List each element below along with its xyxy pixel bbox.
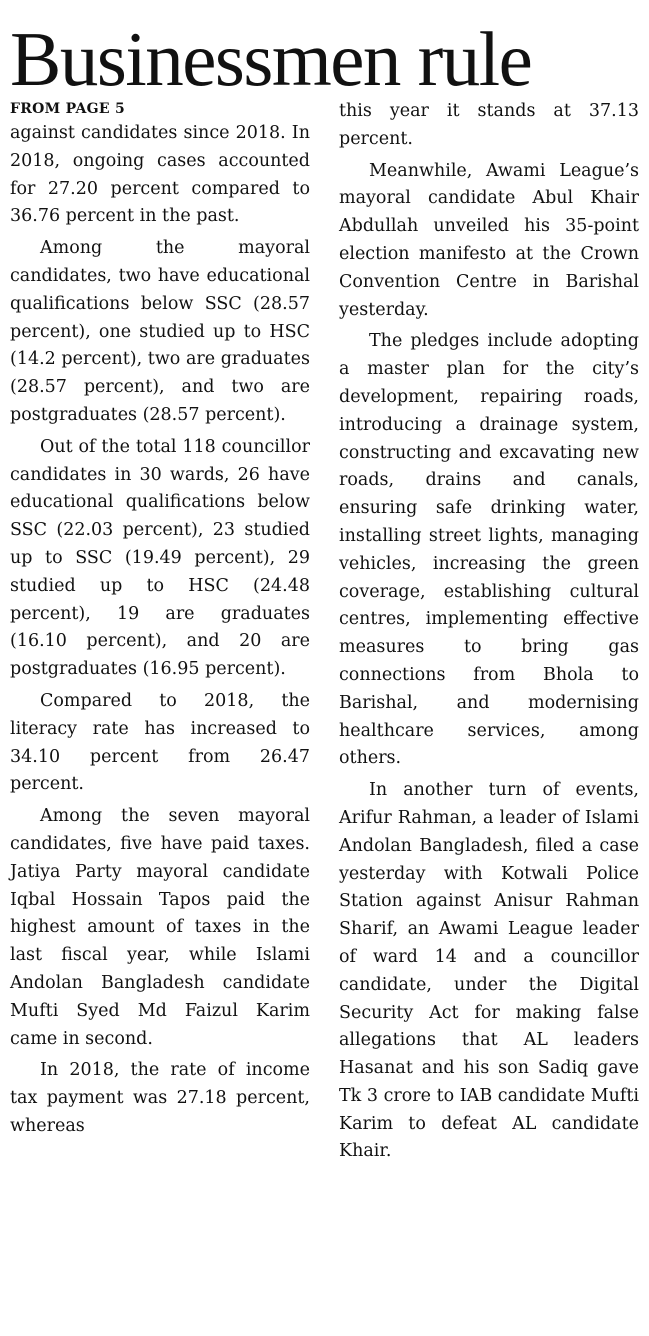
- paragraph: this year it stands at 37.13 percent.: [339, 101, 639, 149]
- paragraph: Compared to 2018, the literacy rate has increased to 34.10 percent from 26.47 percent.: [10, 690, 310, 795]
- paragraph: In another turn of events, Arifur Rahman, a leader of Islami Andolan Bangladesh, filed a case yesterday with Kotwali Police Station against Anisur Rahman Sharif, an Awami League leader of ward 14 and a councillor candidate, under the Digital Security Act for making false allegations that AL leaders Hasanat and his son Sadiq gave Tk 3 crore to IAB candidate Mufti Karim to defeat AL candidate Khair.: [339, 780, 639, 1162]
- paragraph: In 2018, the rate of income tax payment was 27.18 percent, whereas: [10, 1060, 310, 1136]
- headline: Businessmen rule: [10, 16, 532, 102]
- continuation-kicker: FROM PAGE 5: [10, 101, 126, 117]
- paragraph: Among the mayoral candidates, two have educational qualifications below SSC (28.57 percent), one studied up to HSC (14.2 percent), two are graduates (28.57 percent), and two are postgraduates (28.57 percent).: [10, 238, 310, 425]
- paragraph: The pledges include adopting a master plan for the city’s development, repairing roads, introducing a drainage system, constructing and excavating new roads, drains and canals, ensuring safe drinking water, installing street lights, managing vehicles, increasing the green coverage, establishing cultural centres, implementing effective measures to bring gas connections from Bhola to Barishal, and modernising healthcare services, among others.: [339, 331, 639, 769]
- article-column-right: [339, 98, 639, 1166]
- paragraph: Meanwhile, Awami League’s mayoral candidate Abul Khair Abdullah unveiled his 35-point election manifesto at the Crown Convention Centre in Barishal yesterday.: [339, 160, 639, 320]
- paragraph: Out of the total 118 councillor candidates in 30 wards, 26 have educational qualifications below SSC (22.03 percent), 23 studied up to SSC (19.49 percent), 29 studied up to HSC (24.48 percent), 19 are graduates (16.10 percent), and 20 are postgraduates (16.95 percent).: [10, 436, 310, 680]
- paragraph: against candidates since 2018. In 2018, ongoing cases accounted for 27.20 percent compared to 36.76 percent in the past.: [10, 123, 310, 227]
- paragraph: Among the seven mayoral candidates, five have paid taxes. Jatiya Party mayoral candidate Iqbal Hossain Tapos paid the highest amount of taxes in the last fiscal year, while Islami Andolan Bangladesh candidate Mufti Syed Md Faizul Karim came in second.: [10, 806, 310, 1049]
- article-column-left: [10, 98, 310, 1141]
